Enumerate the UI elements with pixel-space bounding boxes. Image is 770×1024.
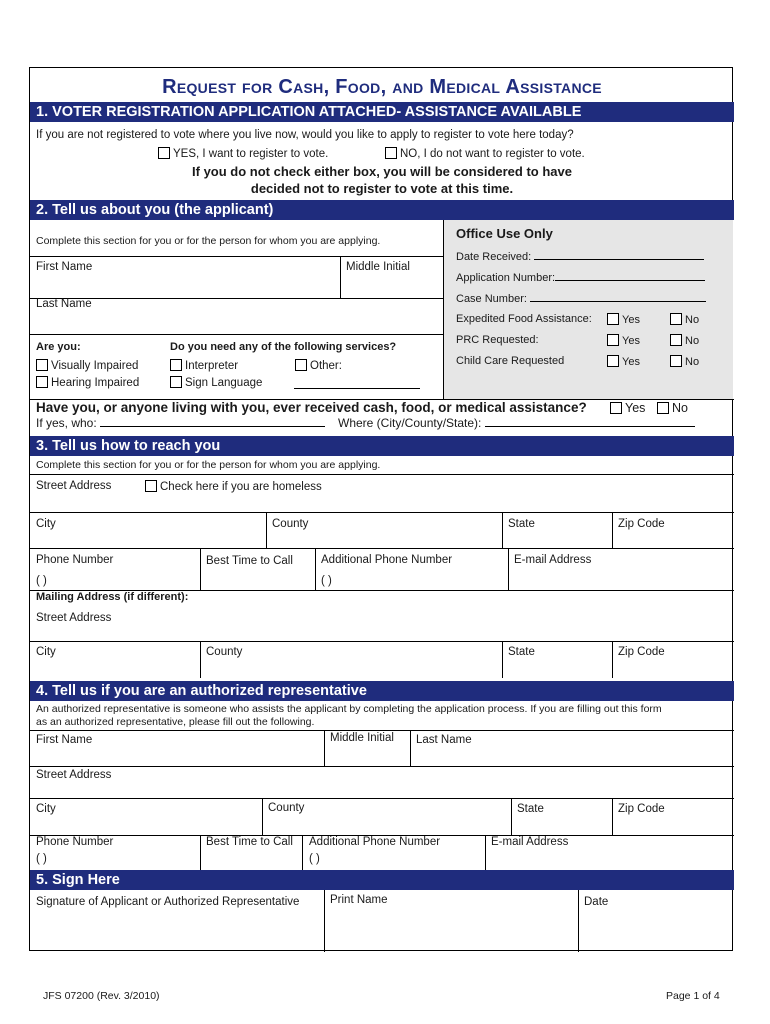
checkbox-icon[interactable] <box>158 147 170 159</box>
case-number-field[interactable]: Case Number: <box>456 292 706 306</box>
phone-area-code[interactable]: ( ) <box>36 575 47 587</box>
rep-street-field[interactable]: Street Address <box>36 769 112 781</box>
prc-no[interactable]: No <box>670 334 699 348</box>
rep-additional-phone-area-code[interactable]: ( ) <box>309 853 320 865</box>
county-field[interactable]: County <box>272 518 309 530</box>
expedited-no[interactable]: No <box>670 313 699 327</box>
form-title: Request for Cash, Food, and Medical Assistance <box>162 76 602 98</box>
visually-impaired-option[interactable]: Visually Impaired <box>36 359 138 374</box>
section-4-intro-line2: as an authorized representative, please fill out the following. <box>36 716 315 728</box>
homeless-option[interactable]: Check here if you are homeless <box>145 480 322 495</box>
checkbox-icon[interactable] <box>657 402 669 414</box>
office-use-title: Office Use Only <box>456 226 553 241</box>
additional-phone-field[interactable]: Additional Phone Number <box>321 554 453 566</box>
prior-assistance-no[interactable]: No <box>657 401 688 416</box>
checkbox-icon[interactable] <box>670 313 682 325</box>
mailing-county-field[interactable]: County <box>206 646 243 658</box>
rep-phone-area-code[interactable]: ( ) <box>36 853 47 865</box>
office-use-panel <box>444 220 733 399</box>
section-3-intro: Complete this section for you or for the person for whom you are applying. <box>36 459 381 471</box>
application-number-field[interactable]: Application Number: <box>456 271 705 285</box>
signature-field[interactable]: Signature of Applicant or Authorized Representative <box>36 896 300 908</box>
checkbox-icon[interactable] <box>145 480 157 492</box>
checkbox-icon[interactable] <box>670 334 682 346</box>
print-name-field[interactable]: Print Name <box>330 894 388 906</box>
checkbox-icon[interactable] <box>607 334 619 346</box>
voter-warning-line2: decided not to register to vote at this time. <box>250 181 514 196</box>
rep-state-field[interactable]: State <box>517 803 544 815</box>
applicant-last-name-field[interactable]: Last Name <box>36 298 92 310</box>
prior-assistance-question: Have you, or anyone living with you, ever received cash, food, or medical assistance? <box>36 400 587 415</box>
sign-language-option[interactable]: Sign Language <box>170 376 262 391</box>
zip-code-field[interactable]: Zip Code <box>618 518 665 530</box>
date-field[interactable]: Date <box>584 896 609 908</box>
section-4-header: 4. Tell us if you are an authorized representative <box>30 681 734 701</box>
other-service-option[interactable]: Other: <box>295 359 342 374</box>
applicant-first-name-field[interactable]: First Name <box>36 261 93 273</box>
assistance-request-form <box>29 67 733 951</box>
expedited-food-label: Expedited Food Assistance: <box>456 313 592 325</box>
voter-question: If you are not registered to vote where you live now, would you like to apply to register to vote here today? <box>36 129 574 141</box>
best-time-field[interactable]: Best Time to Call <box>206 555 293 567</box>
applicant-middle-initial-field[interactable]: Middle Initial <box>346 261 410 273</box>
section-2-intro: Complete this section for you or for the person for whom you are applying. <box>36 235 381 247</box>
child-care-yes[interactable]: Yes <box>607 355 640 369</box>
section-3-header: 3. Tell us how to reach you <box>30 436 734 456</box>
state-field[interactable]: State <box>508 518 535 530</box>
mailing-address-label: Mailing Address (if different): <box>36 591 189 603</box>
other-service-input[interactable] <box>294 388 420 389</box>
phone-number-field[interactable]: Phone Number <box>36 554 114 566</box>
mailing-state-field[interactable]: State <box>508 646 535 658</box>
hearing-impaired-option[interactable]: Hearing Impaired <box>36 376 139 391</box>
section-1-header: 1. VOTER REGISTRATION APPLICATION ATTACHED- ASSISTANCE AVAILABLE <box>30 102 734 122</box>
child-care-label: Child Care Requested <box>456 355 565 367</box>
street-address-field[interactable]: Street Address <box>36 480 112 492</box>
checkbox-icon[interactable] <box>36 376 48 388</box>
checkbox-icon[interactable] <box>670 355 682 367</box>
services-question: Do you need any of the following services? <box>170 341 397 353</box>
mailing-street-field[interactable]: Street Address <box>36 612 112 624</box>
voter-warning-line1: If you do not check either box, you will be considered to have <box>192 164 572 179</box>
rep-last-name-field[interactable]: Last Name <box>416 734 472 746</box>
rep-email-field[interactable]: E-mail Address <box>491 836 569 848</box>
checkbox-icon[interactable] <box>170 359 182 371</box>
rep-first-name-field[interactable]: First Name <box>36 734 93 746</box>
city-field[interactable]: City <box>36 518 56 530</box>
are-you-label: Are you: <box>36 341 81 353</box>
rep-best-time-field[interactable]: Best Time to Call <box>206 836 293 848</box>
checkbox-icon[interactable] <box>170 376 182 388</box>
rep-city-field[interactable]: City <box>36 803 56 815</box>
email-field[interactable]: E-mail Address <box>514 554 592 566</box>
rep-additional-phone-field[interactable]: Additional Phone Number <box>309 836 441 848</box>
prior-assistance-who-field[interactable]: If yes, who: <box>36 416 325 430</box>
checkbox-icon[interactable] <box>36 359 48 371</box>
prior-assistance-yes[interactable]: Yes <box>610 401 645 416</box>
mailing-city-field[interactable]: City <box>36 646 56 658</box>
interpreter-option[interactable]: Interpreter <box>170 359 238 374</box>
rep-zip-field[interactable]: Zip Code <box>618 803 665 815</box>
section-4-intro-line1: An authorized representative is someone who assists the applicant by completing the application process. If you are filling out this form <box>36 703 662 715</box>
expedited-yes[interactable]: Yes <box>607 313 640 327</box>
voter-no-option[interactable]: NO, I do not want to register to vote. <box>385 147 585 162</box>
child-care-no[interactable]: No <box>670 355 699 369</box>
page-number: Page 1 of 4 <box>666 990 720 1002</box>
prior-assistance-where-field[interactable]: Where (City/County/State): <box>338 416 695 430</box>
date-received-field[interactable]: Date Received: <box>456 250 704 264</box>
prc-label: PRC Requested: <box>456 334 539 346</box>
voter-yes-option[interactable]: YES, I want to register to vote. <box>158 147 328 162</box>
checkbox-icon[interactable] <box>607 313 619 325</box>
rep-phone-field[interactable]: Phone Number <box>36 836 114 848</box>
checkbox-icon[interactable] <box>607 355 619 367</box>
checkbox-icon[interactable] <box>295 359 307 371</box>
prc-yes[interactable]: Yes <box>607 334 640 348</box>
checkbox-icon[interactable] <box>610 402 622 414</box>
rep-county-field[interactable]: County <box>268 802 305 814</box>
section-5-header: 5. Sign Here <box>30 870 734 890</box>
mailing-zip-field[interactable]: Zip Code <box>618 646 665 658</box>
section-2-header: 2. Tell us about you (the applicant) <box>30 200 734 220</box>
additional-phone-area-code[interactable]: ( ) <box>321 575 332 587</box>
rep-middle-initial-field[interactable]: Middle Initial <box>330 732 394 744</box>
form-id: JFS 07200 (Rev. 3/2010) <box>43 990 160 1002</box>
checkbox-icon[interactable] <box>385 147 397 159</box>
